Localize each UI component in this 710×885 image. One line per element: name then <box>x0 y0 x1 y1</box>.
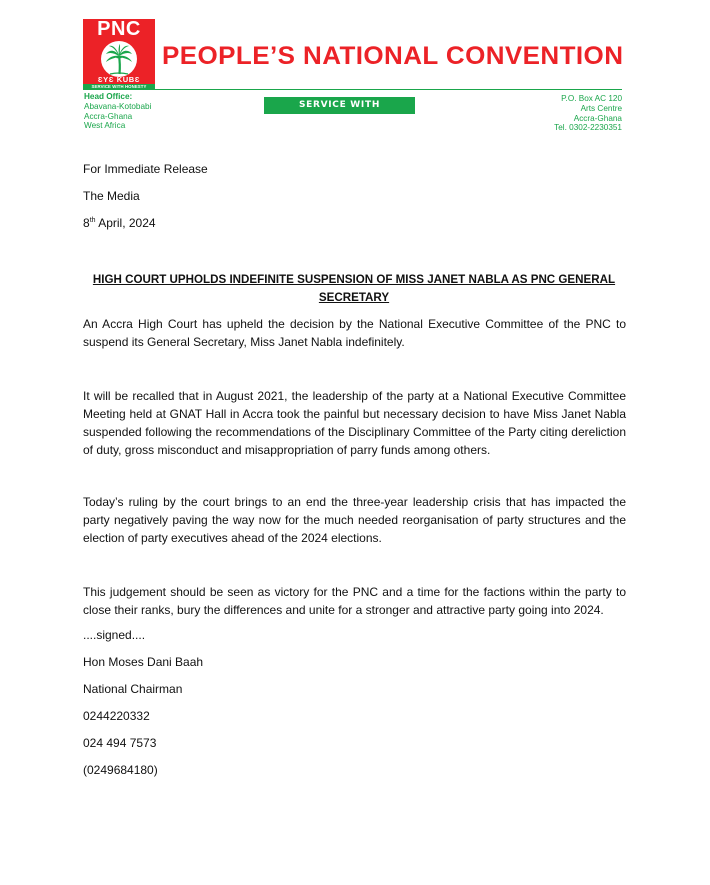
paragraph-3: Today’s ruling by the court brings to an end the three-year leadership crisis that has impacted the party negatively paving the way now for the much needed reorganisation of party structures and the election of party executives ahead of the 2024 elections. <box>83 495 626 545</box>
organization-name: PEOPLE’S NATIONAL CONVENTION <box>162 42 624 70</box>
date-suffix: th <box>89 217 96 224</box>
logo-strip: SERVICE WITH HONESTY <box>83 84 155 90</box>
signatory-title: National Chairman <box>83 682 183 696</box>
pnc-logo <box>83 19 155 90</box>
release-date <box>83 216 156 230</box>
header-divider <box>145 89 622 90</box>
slogan-banner: SERVICE WITH HONESTY!!! <box>264 97 415 114</box>
phone-number: (0249684180) <box>83 763 158 777</box>
head-office-line: Abavana-Kotobabi <box>84 101 152 111</box>
head-office-line: Accra-Ghana <box>84 111 133 121</box>
postal-address <box>554 94 622 133</box>
paragraph-2: It will be recalled that in August 2021, the leadership of the party at a National Executive Committee Meeting held at GNAT Hall in Accra took the painful but necessary decision to have Miss Janet Nabla suspended following the recommendations of the Disciplinary Committee of the Party citing dereliction of duty, gross misconduct and misappropriation of parry funds among others. <box>83 389 626 457</box>
headline: HIGH COURT UPHOLDS INDEFINITE SUSPENSION OF MISS JANET NABLA AS PNC GENERAL SECRETARY <box>92 273 616 304</box>
postal-line: P.O. Box AC 120 <box>561 94 622 103</box>
phone-number: 024 494 7573 <box>83 736 157 750</box>
head-office-line: West Africa <box>84 121 126 131</box>
logo-motto: ƐYƐ KUBƐ <box>97 75 141 84</box>
logo-abbr: PNC <box>97 18 141 40</box>
signed-marker: ....signed.... <box>83 628 146 642</box>
postal-line: Accra-Ghana <box>573 113 622 123</box>
postal-line: Tel. 0302-2230351 <box>554 123 622 133</box>
postal-line: Arts Centre <box>580 103 622 113</box>
date-day: 8 <box>83 216 90 230</box>
phone-number: 0244220332 <box>83 709 150 723</box>
head-office-title: Head Office: <box>84 92 133 101</box>
release-label: For Immediate Release <box>83 162 208 176</box>
date-rest: April, 2024 <box>95 216 156 230</box>
palm-tree-icon <box>101 41 137 77</box>
head-office-address <box>84 92 151 131</box>
paragraph-1: An Accra High Court has upheld the decision by the National Executive Committee of the PNC to suspend its General Secretary, Miss Janet Nabla indefinitely. <box>83 317 626 349</box>
paragraph-4: This judgement should be seen as victory for the PNC and a time for the factions within the party to close their ranks, bury the differences and unite for a stronger and attractive party going into 2024. <box>83 585 626 617</box>
release-recipient: The Media <box>83 189 140 203</box>
signatory-name: Hon Moses Dani Baah <box>83 655 204 669</box>
